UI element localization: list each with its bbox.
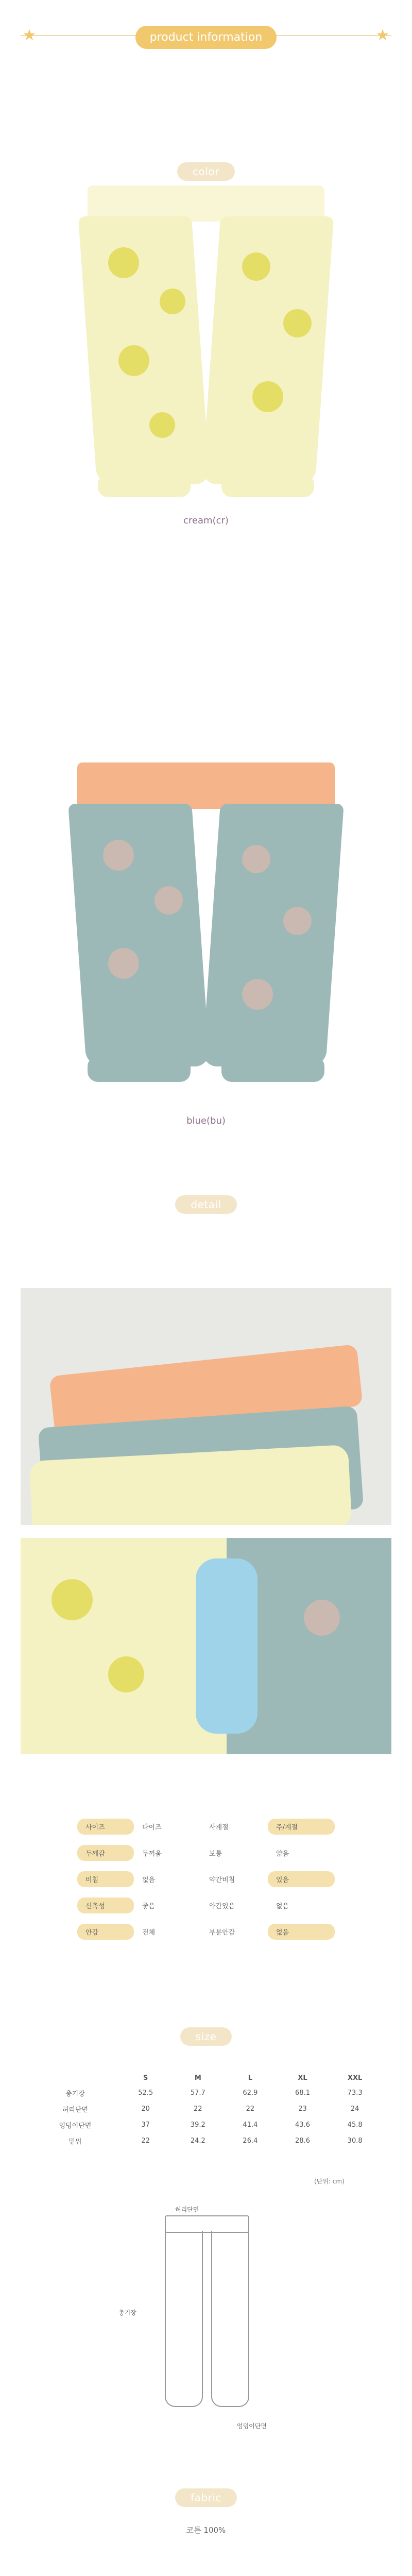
- size-table-header: XXL: [347, 2074, 363, 2082]
- info-chip-row: [77, 1845, 335, 1861]
- info-chip-row: [77, 1871, 335, 1887]
- info-chip-option: 좋음: [142, 1903, 156, 1910]
- table-cell: 68.1: [295, 2089, 310, 2097]
- table-row: [31, 2085, 381, 2101]
- table-cell: 24.2: [190, 2137, 205, 2145]
- info-chip-option: 다이즈: [142, 1824, 162, 1832]
- title-banner: [0, 0, 412, 75]
- size-table-header: [31, 2071, 119, 2085]
- table-cell: 57.7: [190, 2089, 205, 2097]
- info-chip-option: 없음: [142, 1876, 156, 1884]
- info-chip-option: 있음: [268, 1871, 335, 1887]
- info-chip-label: 사이즈: [77, 1819, 134, 1835]
- table-cell: 37: [141, 2121, 150, 2129]
- info-chip-option: 주/계절: [268, 1819, 335, 1835]
- table-cell: 41.4: [243, 2121, 258, 2129]
- detail-section-title: detail: [175, 1195, 236, 1214]
- table-row: [31, 2117, 381, 2133]
- table-cell: 엉덩이단면: [59, 2122, 92, 2130]
- detail-heading: [0, 1195, 412, 1214]
- table-row: [31, 2133, 381, 2149]
- info-chip-label: 안감: [77, 1924, 134, 1940]
- star-icon: ★: [375, 26, 390, 44]
- table-cell: 43.6: [295, 2121, 310, 2129]
- info-chip-option: 약간비침: [209, 1876, 235, 1884]
- table-cell: 45.8: [347, 2121, 363, 2129]
- table-cell: 28.6: [295, 2137, 310, 2145]
- table-cell: 24: [350, 2105, 359, 2113]
- fabric-text: 코튼 100%: [186, 2526, 226, 2535]
- table-cell: 22: [246, 2105, 255, 2113]
- fabric-heading: [0, 2488, 412, 2507]
- table-cell: 52.5: [138, 2089, 153, 2097]
- size-unit-note: (단위: cm): [314, 2178, 345, 2185]
- blue-color-label: blue(bu): [186, 1115, 226, 1126]
- info-chip-option: 보통: [209, 1850, 222, 1858]
- page-title: product information: [135, 26, 277, 49]
- size-heading: [0, 2027, 412, 2046]
- blue-pants-image: [77, 762, 335, 1092]
- size-table-header: M: [194, 2074, 201, 2082]
- table-cell: 23: [298, 2105, 307, 2113]
- info-chip-row: [77, 1897, 335, 1913]
- info-chip-option: 부분안감: [209, 1929, 235, 1937]
- info-chip-label: 신축성: [77, 1897, 134, 1913]
- size-section-title: size: [180, 2027, 232, 2046]
- detail-photo-waistband: [21, 1288, 391, 1525]
- info-chip-option: 얇음: [276, 1850, 289, 1858]
- total-length-label: 총기장: [118, 2309, 136, 2316]
- info-chip-option: 사계절: [209, 1824, 229, 1832]
- info-chip-option: 전체: [142, 1929, 156, 1937]
- table-cell: 22: [141, 2137, 150, 2145]
- table-cell: 밑위: [68, 2138, 82, 2146]
- table-cell: 39.2: [190, 2121, 205, 2129]
- info-chip-option: 없음: [276, 1903, 289, 1910]
- table-cell: 26.4: [243, 2137, 258, 2145]
- size-table: [31, 2071, 381, 2149]
- table-cell: 총기장: [65, 2090, 85, 2098]
- info-chip-option: 두꺼움: [142, 1850, 162, 1858]
- table-cell: 62.9: [243, 2089, 258, 2097]
- info-chip-label: 두께감: [77, 1845, 134, 1861]
- size-table-header: S: [143, 2074, 148, 2082]
- size-table-header: XL: [298, 2074, 307, 2082]
- cream-color-label: cream(cr): [183, 515, 229, 526]
- table-cell: 20: [141, 2105, 150, 2113]
- table-cell: 73.3: [347, 2089, 363, 2097]
- waist-measure-label: 허리단면: [175, 2206, 199, 2213]
- info-chip-label: 비침: [77, 1871, 134, 1887]
- star-icon: ★: [22, 26, 37, 44]
- table-row: [31, 2101, 381, 2117]
- info-chip-row: [77, 1924, 335, 1940]
- color-section-title: color: [177, 162, 235, 181]
- table-cell: 허리단면: [62, 2106, 89, 2114]
- fabric-section-title: fabric: [175, 2488, 237, 2507]
- info-chip-row: [77, 1819, 335, 1835]
- color-heading: [0, 162, 412, 181]
- info-chip-grid: [77, 1819, 335, 1950]
- table-cell: 30.8: [347, 2137, 363, 2145]
- size-diagram: [118, 2205, 268, 2430]
- cream-pants-image: [88, 185, 324, 500]
- info-chip-option: 약간있음: [209, 1903, 235, 1910]
- table-cell: 22: [194, 2105, 202, 2113]
- hip-measure-label: 엉덩이단면: [237, 2422, 267, 2430]
- info-chip-option: 없음: [268, 1924, 335, 1940]
- detail-photo-pocket: [21, 1538, 391, 1754]
- size-table-header: L: [248, 2074, 253, 2082]
